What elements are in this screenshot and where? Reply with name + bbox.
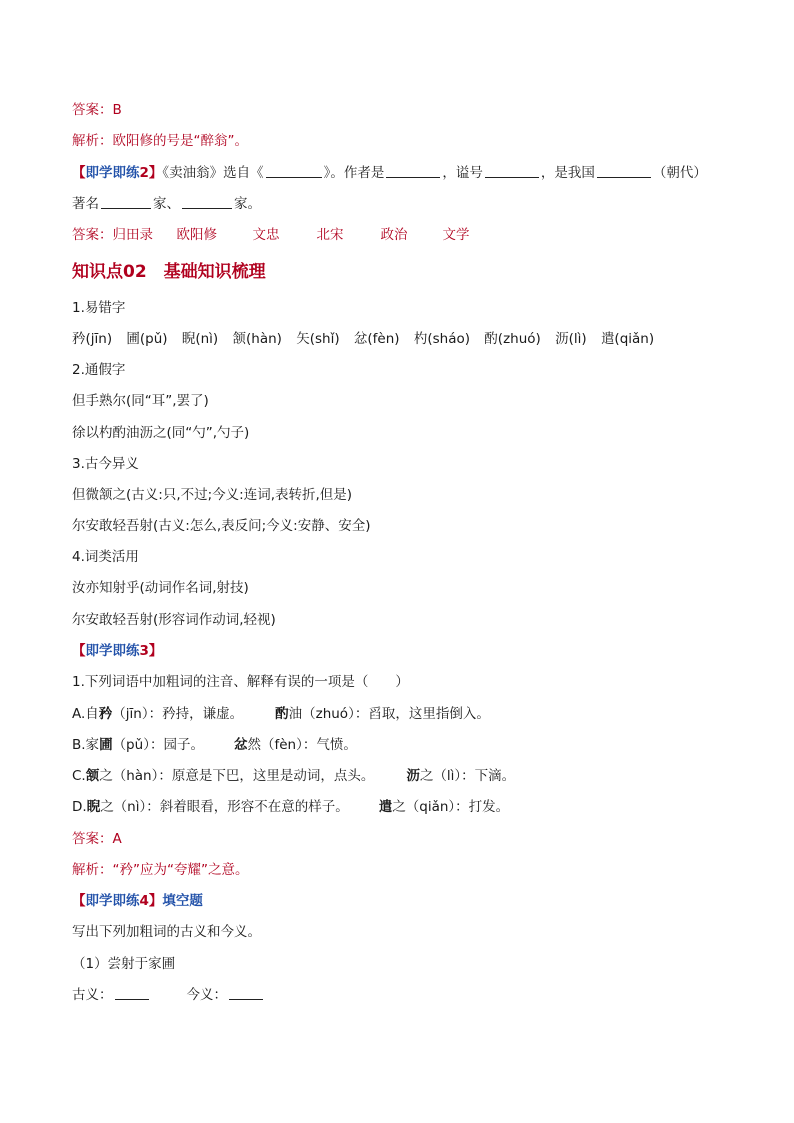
bold-word: 矜 (98, 706, 113, 722)
fill-blank[interactable] (485, 163, 539, 178)
answer-label: 答案： (72, 831, 113, 847)
answer-line-3 (72, 829, 122, 849)
option-a[interactable] (72, 704, 490, 724)
bold-word: 酌 (275, 706, 289, 722)
exercise-3-tag: 【即学即练3】 (72, 643, 163, 659)
exercise-2-line-1 (72, 163, 707, 183)
exercise-type: 填空题 (162, 893, 203, 909)
fill-blank[interactable] (597, 163, 651, 178)
gu-blank[interactable] (115, 985, 149, 1000)
subsection-title: 3.古今异义 (72, 456, 139, 472)
tongjia-example: 但手熟尔(同“耳”,罢了) (72, 393, 209, 409)
char-item: 沥(lì) (555, 331, 587, 347)
exercise-text: 》。作者是 (323, 165, 385, 181)
answer-value: A (112, 831, 122, 847)
exercise-4-question-1: （1）尝射于家圃 (72, 956, 176, 972)
explanation-text: 欧阳修的号是“醉翁”。 (112, 133, 248, 149)
gu-label: 古义： (72, 987, 113, 1003)
explanation-text: “矜”应为“夸耀”之意。 (112, 862, 249, 878)
option-text: C. (72, 768, 86, 784)
answer-item: 欧阳修 (176, 227, 217, 243)
section-heading: 知识点02 基础知识梳理 (72, 262, 266, 282)
answer-item: 文学 (442, 227, 470, 243)
explanation-line-1 (72, 131, 248, 151)
option-text: 油（zhuó）：舀取，这里指倒入。 (288, 706, 490, 722)
subsection-title: 4.词类活用 (72, 549, 139, 565)
option-text: 之（hàn）：原意是下巴，这里是动词，点头。 (99, 768, 375, 784)
bold-word: 遣 (378, 799, 393, 815)
exercise-text: 《卖油翁》选自《 (162, 165, 264, 181)
char-item: 酌(zhuó) (484, 331, 541, 347)
answer-item: 归田录 (112, 227, 153, 243)
option-text: 之（lì）：下滴。 (419, 768, 516, 784)
exercise-tag: 即学即练 (85, 893, 140, 909)
char-item: 忿(fèn) (353, 331, 400, 347)
char-item: 矜(jīn) (72, 331, 113, 347)
option-text: （jīn）：矜持，谦虚。 (112, 706, 244, 722)
exercise-number: 3 (139, 643, 149, 659)
char-item: 颔(hàn) (232, 331, 282, 347)
option-text: B.家 (72, 737, 100, 753)
explanation-label: 解析： (72, 862, 113, 878)
char-item: 遣(qiǎn) (600, 331, 655, 347)
option-text: D. (72, 799, 87, 815)
gujin-example: 尔安敢轻吾射(古义:怎么,表反问;今义:安静、安全) (72, 518, 371, 534)
exercise-text: ，是我国 (540, 165, 595, 181)
question-1: 1.下列词语中加粗词的注音、解释有误的一项是（ ） (72, 674, 409, 690)
exercise-tag: 即学即练 (85, 165, 140, 181)
cilei-example: 尔安敢轻吾射(形容词作动词,轻视) (72, 612, 276, 628)
answer-item: 文忠 (252, 227, 280, 243)
jin-blank[interactable] (229, 985, 263, 1000)
answer-label: 答案： (72, 102, 113, 118)
error-prone-characters (72, 329, 654, 349)
answer-item: 政治 (380, 227, 408, 243)
exercise-text: 家、 (153, 196, 180, 212)
option-b[interactable] (72, 735, 357, 755)
bold-word: 颔 (85, 768, 100, 784)
exercise-4-tag: 【即学即练4】填空题 (72, 893, 203, 909)
exercise-tag: 即学即练 (85, 643, 140, 659)
fill-blank[interactable] (101, 194, 151, 209)
answer-line-2 (72, 225, 470, 245)
jin-label: 今义： (186, 987, 227, 1003)
option-text: A.自 (72, 706, 99, 722)
answer-value: B (112, 102, 122, 118)
option-text: 之（nì）：斜着眼看，形容不在意的样子。 (100, 799, 349, 815)
exercise-4-instruction: 写出下列加粗词的古义和今义。 (72, 924, 261, 940)
answer-item: 北宋 (316, 227, 344, 243)
bold-word: 圃 (99, 737, 113, 753)
explanation-line-3 (72, 860, 248, 880)
exercise-number: 4 (139, 893, 149, 909)
char-item: 圃(pǔ) (126, 331, 168, 347)
option-text: 之（qiǎn）：打发。 (392, 799, 510, 815)
cilei-example: 汝亦知射乎(动词作名词,射技) (72, 580, 249, 596)
exercise-text: 著名 (72, 196, 99, 212)
explanation-label: 解析： (72, 133, 113, 149)
char-item: 矢(shǐ) (296, 331, 340, 347)
exercise-tag-bracket: 】 (148, 165, 163, 181)
exercise-tag-bracket: 【 (72, 165, 86, 181)
subsection-title: 2.通假字 (72, 362, 126, 378)
option-d[interactable] (72, 797, 509, 817)
exercise-4-answer-blanks (72, 985, 265, 1005)
exercise-text: 家。 (234, 196, 261, 212)
bold-word: 沥 (406, 768, 420, 784)
exercise-text: （朝代） (652, 165, 707, 181)
subsection-title: 1.易错字 (72, 300, 126, 316)
exercise-2-line-2 (72, 194, 261, 214)
char-item: 杓(sháo) (413, 331, 470, 347)
fill-blank[interactable] (266, 163, 322, 178)
answer-label: 答案： (72, 227, 113, 243)
bold-word: 忿 (233, 737, 248, 753)
option-c[interactable] (72, 766, 515, 786)
gujin-example: 但微颔之(古义:只,不过;今义:连词,表转折,但是) (72, 487, 353, 503)
exercise-number: 2 (139, 165, 149, 181)
answer-line-1 (72, 100, 122, 120)
option-text: 然（fèn）：气愤。 (247, 737, 357, 753)
char-item: 睨(nì) (181, 331, 219, 347)
exercise-text: ，谥号 (442, 165, 483, 181)
fill-blank[interactable] (182, 194, 232, 209)
fill-blank[interactable] (386, 163, 440, 178)
option-text: （pǔ）：园子。 (112, 737, 204, 753)
bold-word: 睨 (86, 799, 101, 815)
tongjia-example: 徐以杓酌油沥之(同“勺”,勺子) (72, 425, 250, 441)
